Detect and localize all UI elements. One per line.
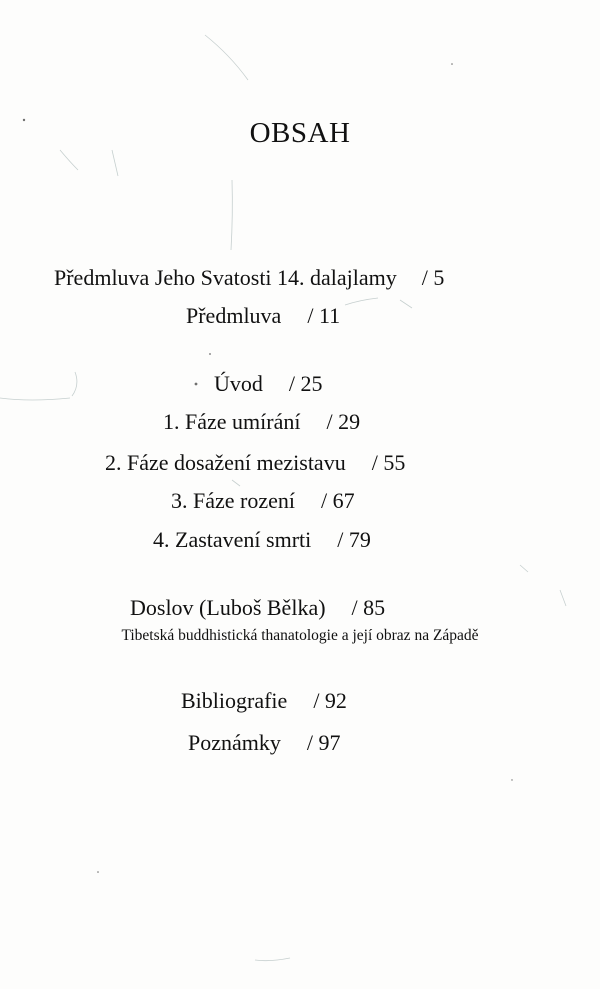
- toc-entry-label: 4. Zastavení smrti: [153, 527, 312, 552]
- toc-entry[interactable]: [163, 409, 360, 435]
- toc-entry[interactable]: [171, 488, 355, 514]
- toc-entry-subtitle: Tibetská buddhistická thanatologie a její obraz na Západě: [121, 627, 479, 644]
- toc-entry-page: / 67: [321, 488, 355, 513]
- toc-entry[interactable]: [188, 730, 341, 756]
- toc-entry-label: Předmluva: [186, 303, 282, 328]
- toc-entry[interactable]: [130, 595, 385, 621]
- toc-heading: OBSAH: [249, 117, 351, 149]
- toc-entry-label: 2. Fáze dosažení mezistavu: [105, 450, 346, 475]
- toc-entry-label: Bibliografie: [181, 688, 288, 713]
- toc-entry-page: / 92: [313, 688, 347, 713]
- toc-entry[interactable]: [214, 371, 323, 397]
- toc-entry-label: 3. Fáze rození: [171, 488, 295, 513]
- toc-entry[interactable]: [153, 527, 371, 553]
- toc-entry-label: Předmluva Jeho Svatosti 14. dalajlamy: [54, 265, 397, 290]
- toc-entry-page: / 11: [307, 303, 341, 328]
- toc-entry-page: / 29: [326, 409, 361, 434]
- toc-entry-label: Doslov (Luboš Bělka): [130, 595, 326, 620]
- toc-entry-label: Poznámky: [188, 730, 281, 755]
- toc-entry-page: / 79: [337, 527, 371, 552]
- toc-entry-page: / 97: [306, 730, 341, 755]
- toc-entry[interactable]: [54, 265, 444, 291]
- toc-entry[interactable]: [186, 303, 340, 329]
- toc-entry-page: / 25: [288, 371, 323, 396]
- toc-entry-label: 1. Fáze umírání: [163, 409, 301, 434]
- toc-entry-page: / 5: [421, 265, 445, 290]
- toc-entry-label: Úvod: [214, 371, 263, 396]
- toc-entry[interactable]: [181, 688, 347, 714]
- toc-entry-page: / 55: [371, 450, 406, 475]
- toc-entry-page: / 85: [351, 595, 386, 620]
- toc-entry[interactable]: [105, 450, 405, 476]
